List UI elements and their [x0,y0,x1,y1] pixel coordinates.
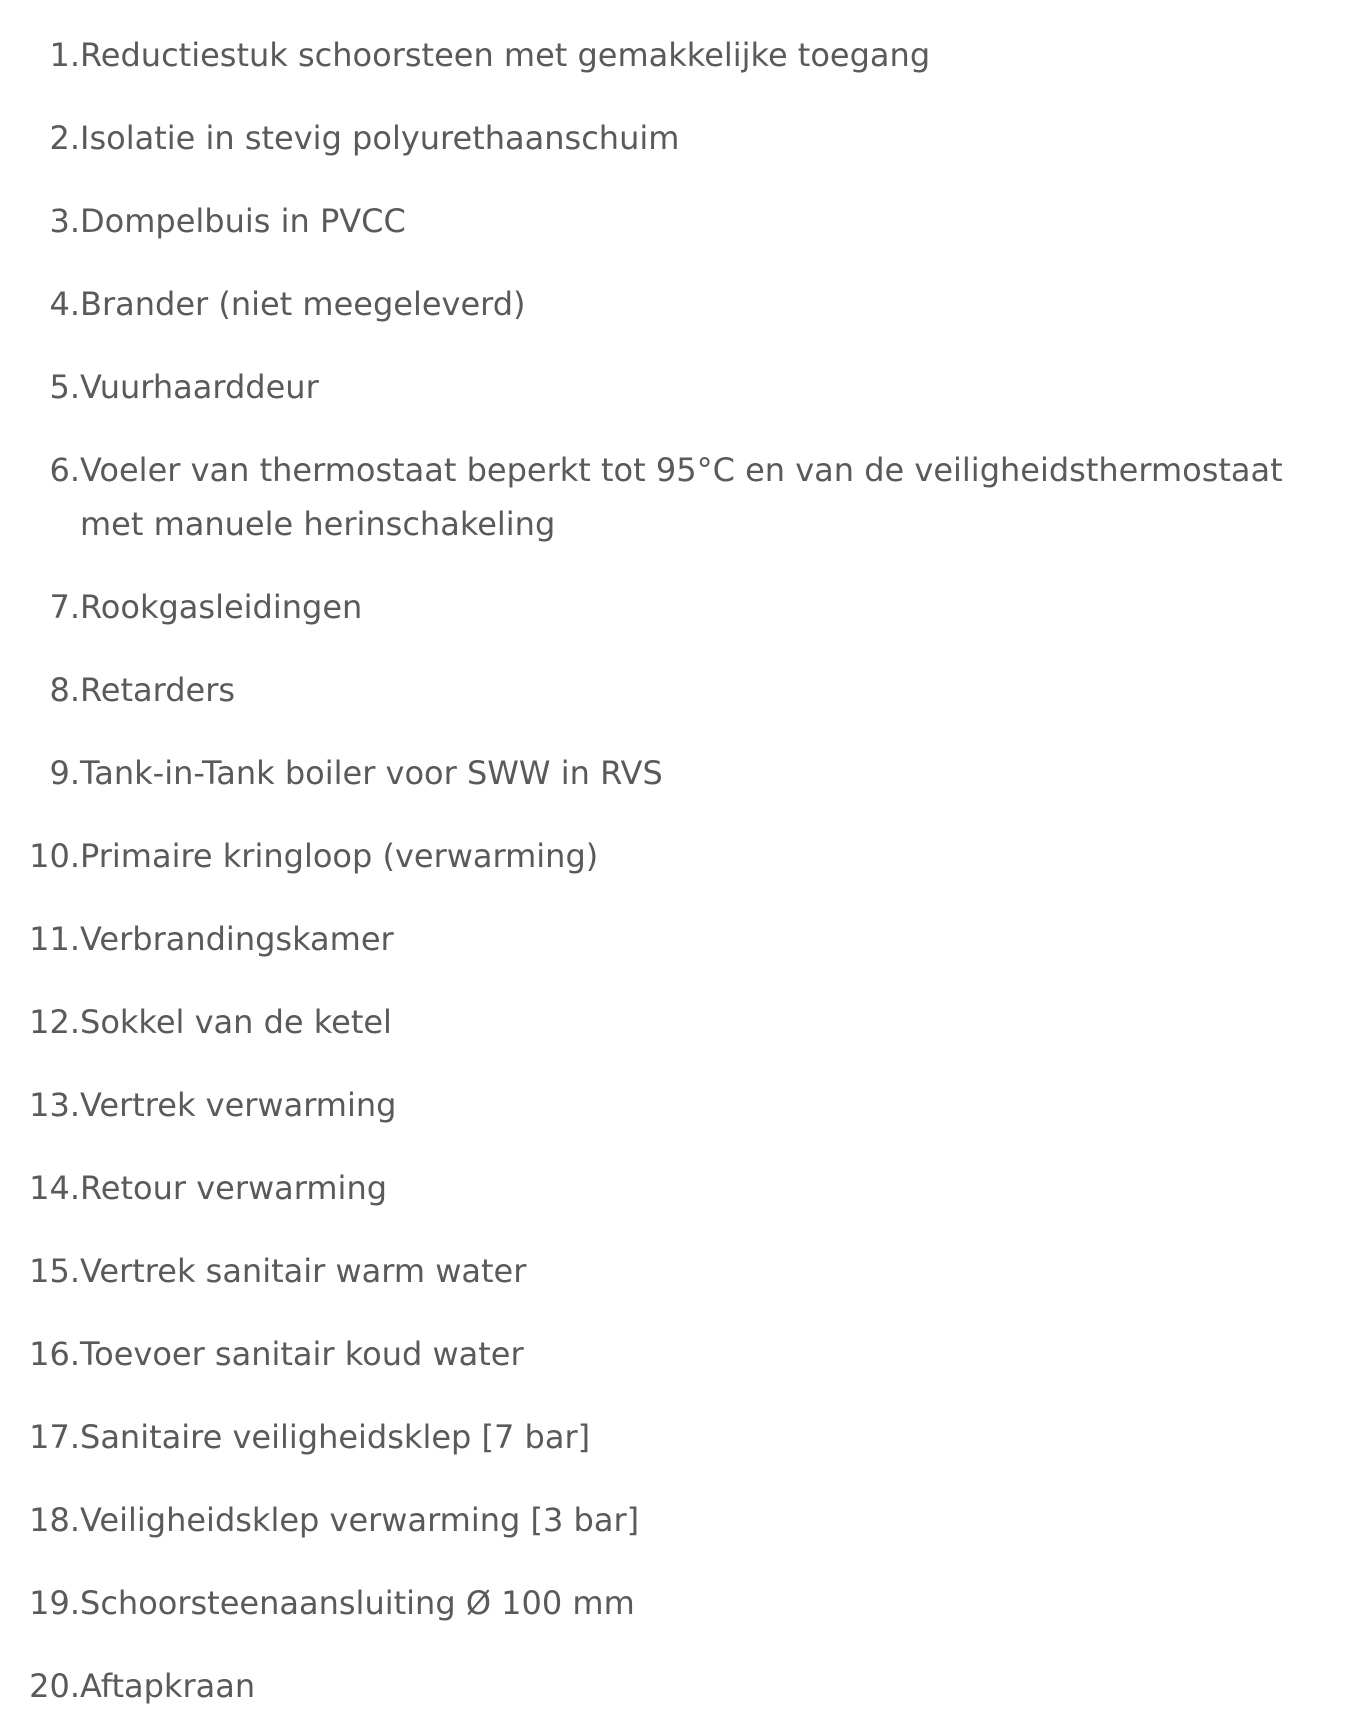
list-item [0,443,1360,551]
list-item [0,1493,1360,1547]
list-item-number: 1. [49,36,80,74]
list-item-number: 11. [29,920,80,958]
list-item [0,1410,1360,1464]
list-item-number: 19. [29,1584,80,1622]
list-item-label: Sokkel van de ketel [80,1003,392,1041]
list-item-label: Isolatie in stevig polyurethaanschuim [80,119,680,157]
list-item [0,829,1360,883]
list-item [0,111,1360,165]
list-item [0,194,1360,248]
list-item [0,746,1360,800]
list-item [0,277,1360,331]
list-item-label: Retour verwarming [80,1169,388,1207]
list-item-label: Brander (niet meegeleverd) [80,285,526,323]
list-item-label: Primaire kringloop (verwarming) [80,837,599,875]
list-item [0,360,1360,414]
list-item-number: 14. [29,1169,80,1207]
list-item-number: 8. [49,671,80,709]
list-item-number: 6. [49,451,80,489]
list-item-label: Dompelbuis in PVCC [80,202,406,240]
list-item [0,1327,1360,1381]
list-item-label: Rookgasleidingen [80,588,363,626]
list-item-number: 4. [49,285,80,323]
list-item-number: 20. [29,1667,80,1705]
list-item [0,28,1360,82]
list-item [0,995,1360,1049]
list-item-label: Toevoer sanitair koud water [80,1335,524,1373]
list-item-label: Vertrek verwarming [80,1086,397,1124]
list-item-number: 18. [29,1501,80,1539]
list-item-number: 7. [49,588,80,626]
list-item-label: Reductiestuk schoorsteen met gemakkelijke toegang [80,36,931,74]
list-item-number: 3. [49,202,80,240]
list-item-number: 12. [29,1003,80,1041]
list-item-number: 16. [29,1335,80,1373]
list-item [0,1576,1360,1630]
list-item-number: 13. [29,1086,80,1124]
list-item-number: 17. [29,1418,80,1456]
list-item [0,1244,1360,1298]
list-item-label: Tank-in-Tank boiler voor SWW in RVS [80,754,663,792]
list-item-number: 5. [49,368,80,406]
list-item-label: Veiligheidsklep verwarming [3 bar] [80,1501,640,1539]
list-item-label: Vertrek sanitair warm water [80,1252,527,1290]
list-item-label: Vuurhaarddeur [80,368,319,406]
list-item-label: Sanitaire veiligheidsklep [7 bar] [80,1418,591,1456]
list-item [0,580,1360,634]
list-item-number: 2. [49,119,80,157]
list-item-number: 15. [29,1252,80,1290]
list-item [0,1161,1360,1215]
list-item-number: 10. [29,837,80,875]
list-item-label: Schoorsteenaansluiting Ø 100 mm [80,1584,635,1622]
list-item-number: 9. [49,754,80,792]
list-item-label: Verbrandingskamer [80,920,394,958]
list-item [0,1659,1360,1713]
list-item-label: Aftapkraan [80,1667,256,1705]
list-item [0,912,1360,966]
list-item [0,663,1360,717]
list-item [0,1078,1360,1132]
list-item-label: Retarders [80,671,236,709]
list-item-label: Voeler van thermostaat beperkt tot 95°C en van de veiligheidsthermostaat met manuele herinschakeling [80,451,1283,543]
